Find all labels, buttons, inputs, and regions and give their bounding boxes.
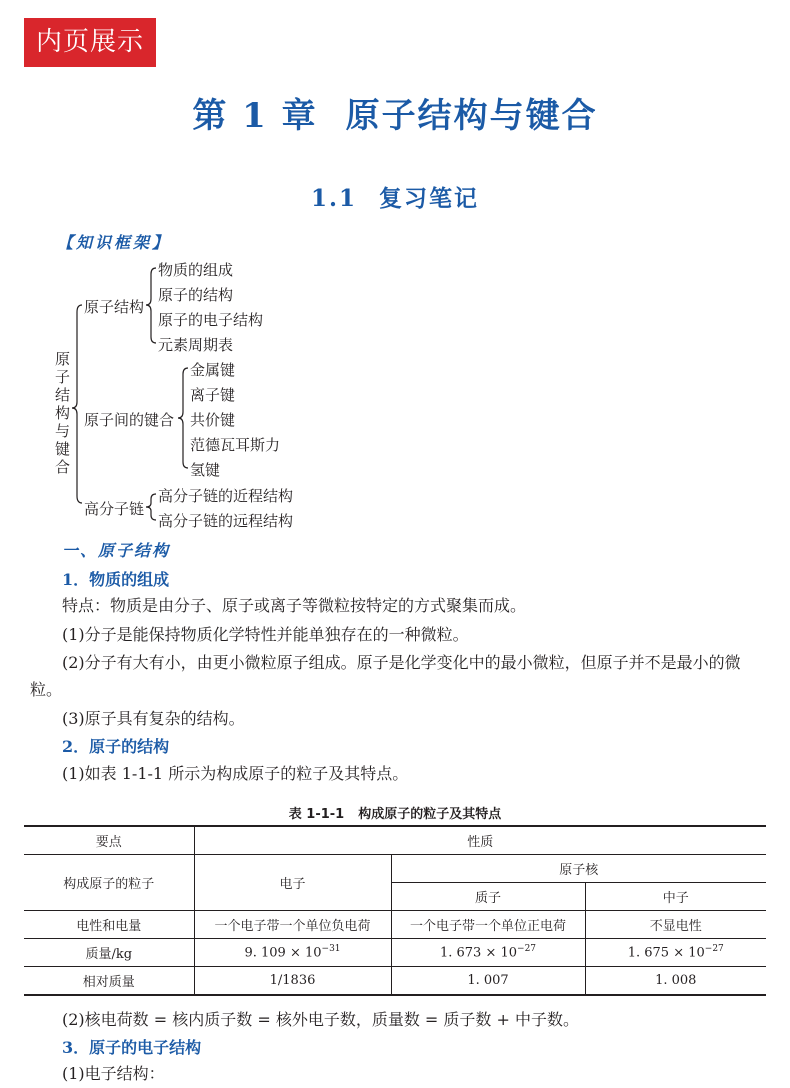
table-cell: 一个电子带一个单位正电荷 xyxy=(391,911,585,939)
table-cell xyxy=(391,939,585,967)
subsection-heading: 3．原子的电子结构 xyxy=(62,1038,202,1057)
root-brace xyxy=(72,305,82,503)
table-header-cell: 原子核 xyxy=(391,855,766,883)
mass-value: 9. 109 × 10 xyxy=(244,945,322,961)
table-header-cell: 中子 xyxy=(585,883,766,911)
mass-exponent: −27 xyxy=(517,944,537,955)
chapter-name: 原子结构与键合 xyxy=(345,96,598,136)
table-cell xyxy=(194,939,391,967)
mass-value: 1. 675 × 10 xyxy=(627,945,705,961)
section-name: 复习笔记 xyxy=(379,185,479,212)
paragraph: (1)电子结构： xyxy=(62,1064,165,1083)
framework-braces xyxy=(0,0,790,540)
table-row xyxy=(24,911,766,939)
paragraph: (1)分子是能保持物质化学特性并能单独存在的一种微粒。 xyxy=(62,625,469,644)
table-caption xyxy=(0,803,790,822)
framework-item: 氢键 xyxy=(190,461,221,479)
framework-item: 原子的结构 xyxy=(158,286,234,304)
table-cell: 不显电性 xyxy=(585,911,766,939)
table-cell: 一个电子带一个单位负电荷 xyxy=(194,911,391,939)
table-cell: 电性和电量 xyxy=(24,911,194,939)
mass-value: 1. 673 × 10 xyxy=(439,945,518,961)
paragraph: 特点：物质是由分子、原子或离子等微粒按特定的方式聚集而成。 xyxy=(62,596,527,615)
table-number: 表 1-1-1 xyxy=(288,807,345,822)
framework-group-label: 高分子链 xyxy=(84,500,145,518)
framework-root: 原子结构与键合 xyxy=(55,350,71,476)
framework-item: 金属键 xyxy=(190,361,236,379)
framework-item: 物质的组成 xyxy=(158,261,234,279)
polymer-brace xyxy=(146,494,156,520)
table-row xyxy=(24,967,766,996)
table-header-cell: 构成原子的粒子 xyxy=(24,855,194,911)
paragraph: (3)原子具有复杂的结构。 xyxy=(62,709,245,728)
table-cell xyxy=(585,939,766,967)
bonding-brace xyxy=(178,368,188,468)
table-header-cell: 要点 xyxy=(24,826,194,855)
table-row xyxy=(24,826,766,855)
framework-group-label: 原子间的键合 xyxy=(84,411,175,429)
table-row xyxy=(24,855,766,883)
framework-item: 高分子链的近程结构 xyxy=(158,487,294,505)
chapter-number: 第 1 章 xyxy=(192,96,318,136)
table-header-cell: 质子 xyxy=(391,883,585,911)
table-row xyxy=(24,939,766,967)
paragraph: (2)分子有大有小，由更小微粒原子组成。原子是化学变化中的最小微粒，但原子并不是最小的微粒。 xyxy=(30,653,741,699)
table-cell: 1. 007 xyxy=(391,967,585,996)
mass-exponent: −31 xyxy=(321,944,341,955)
table-cell: 质量/kg xyxy=(24,939,194,967)
section-number: 1.1 xyxy=(310,185,357,212)
structure-brace xyxy=(146,268,156,343)
subsection-heading: 2．原子的结构 xyxy=(62,737,170,756)
framework-heading: 【知识框架】 xyxy=(57,233,172,252)
framework-item: 范德瓦耳斯力 xyxy=(190,436,281,454)
table-header-cell: 性质 xyxy=(194,826,766,855)
table-title: 构成原子的粒子及其特点 xyxy=(358,807,502,822)
table-cell: 相对质量 xyxy=(24,967,194,996)
particles-table xyxy=(24,825,766,996)
framework-item: 高分子链的远程结构 xyxy=(158,512,294,530)
paragraph: (1)如表 1-1-1 所示为构成原子的粒子及其特点。 xyxy=(62,764,409,783)
mass-exponent: −27 xyxy=(704,944,724,955)
table-cell: 1/1836 xyxy=(194,967,391,996)
subsection-heading: 1．物质的组成 xyxy=(62,570,170,589)
table-header-cell: 电子 xyxy=(194,855,391,911)
framework-item: 元素周期表 xyxy=(158,336,234,354)
framework-item: 原子的电子结构 xyxy=(158,311,264,329)
part-heading: 一、原子结构 xyxy=(62,541,171,560)
page-preview-badge: 内页展示 xyxy=(24,18,156,67)
framework-group-label: 原子结构 xyxy=(84,298,145,316)
paragraph: (2)核电荷数 = 核内质子数 = 核外电子数，质量数 = 质子数 + 中子数。 xyxy=(62,1010,579,1029)
framework-item: 离子键 xyxy=(190,386,236,404)
framework-item: 共价键 xyxy=(190,411,236,429)
table-cell: 1. 008 xyxy=(585,967,766,996)
